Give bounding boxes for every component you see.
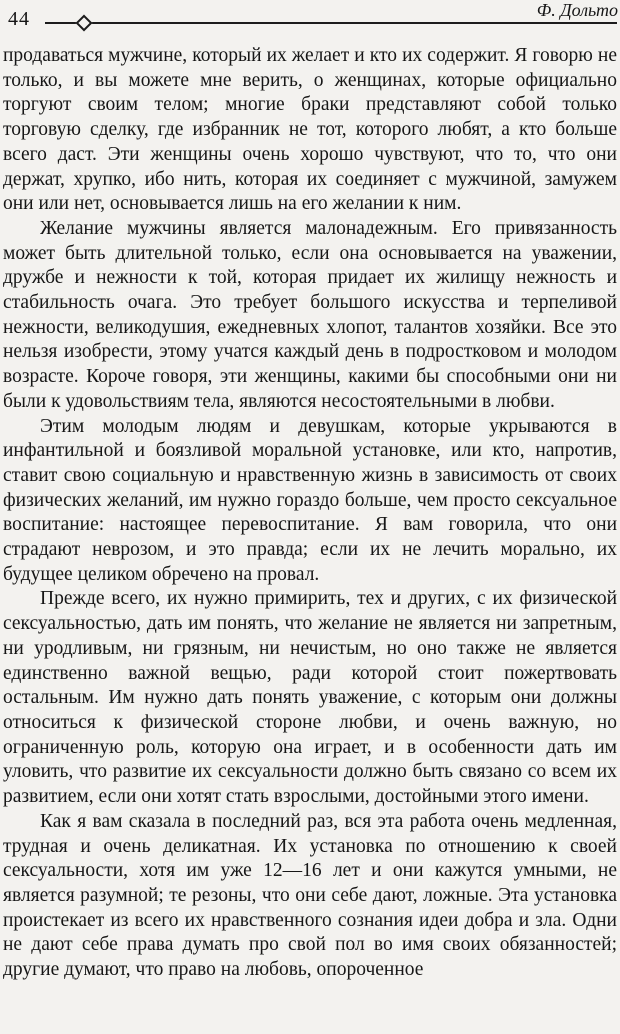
paragraph: Прежде всего, их нужно примирить, тех и других, с их физической сексуальностью, дать им понять, что желание не является ни запретным, ни уродливым, ни грязным, ни нечистым, но оно также не является единственно важной вещью, ради которой стоит пожертвовать остальным. Им нужно дать понять уважение, с которым они должны относиться к физической стороне любви, и очень важную, но ограниченную роль, которую она играет, и в особенности дать им уловить, что развитие их сексуальности должно быть связано со всем их развитием, если они хотят стать взрослыми, достойными этого имени. bbox=[3, 588, 617, 808]
page-body bbox=[0, 40, 620, 983]
page-header bbox=[0, 0, 620, 40]
paragraph: Желание мужчины является малонадежным. Его привязанность может быть длительной только, если она основывается на уважении, дружбе и нежности к той, которая придает их жилищу нежность и стабильность очага. Это требует большого искусства и терпеливой нежности, великодушия, ежедневных хлопот, талантов хозяйки. Все это нельзя изобрести, этому учатся каждый день в подростковом и молодом возрасте. Короче говоря, эти женщины, какими бы способными они ни были к удовольствиям тела, являются несостоятельными в любви. bbox=[3, 217, 617, 412]
running-header-author: Ф. Дольто bbox=[536, 0, 618, 20]
diamond-ornament-icon bbox=[76, 15, 93, 32]
paragraph: Как я вам сказала в последний раз, вся эта работа очень медленная, трудная и очень деликатная. Их установка по отношению к своей сексуальности, хотя им уже 12—16 лет и они кажутся умными, не является разумной; те резоны, что они себе дают, ложные. Эта установка проистекает из всего их нравственного сознания идеи добра и зла. Одни не дают себе права думать про свой пол во имя своих обязанностей; другие думают, что право на любовь, опороченное bbox=[3, 810, 617, 981]
page-number: 44 bbox=[8, 8, 30, 30]
paragraph: продаваться мужчине, который их желает и кто их содержит. Я говорю не только, и вы можете мне верить, о женщинах, которые официально торгуют своим телом; многие браки представляют собой только торговую сделку, где избранник не тот, которого любят, а кто больше всего даст. Эти женщины очень хорошо чувствуют, что то, что они держат, хрупко, ибо нить, которая их соединяет с мужчиной, замужем они или нет, основывается лишь на его желании к ним. bbox=[3, 45, 617, 215]
paragraph: Этим молодым людям и девушкам, которые укрываются в инфантильной и боязливой моральной установке, или кто, напротив, ставит свою социальную и нравственную жизнь в зависимость от своих физических желаний, им нужно гораздо больше, чем просто сексуальное воспитание: настоящее перевоспитание. Я вам говорила, что они страдают неврозом, и это правда; если их не лечить морально, их будущее целиком обречено на провал. bbox=[3, 415, 617, 585]
header-rule bbox=[45, 22, 617, 24]
